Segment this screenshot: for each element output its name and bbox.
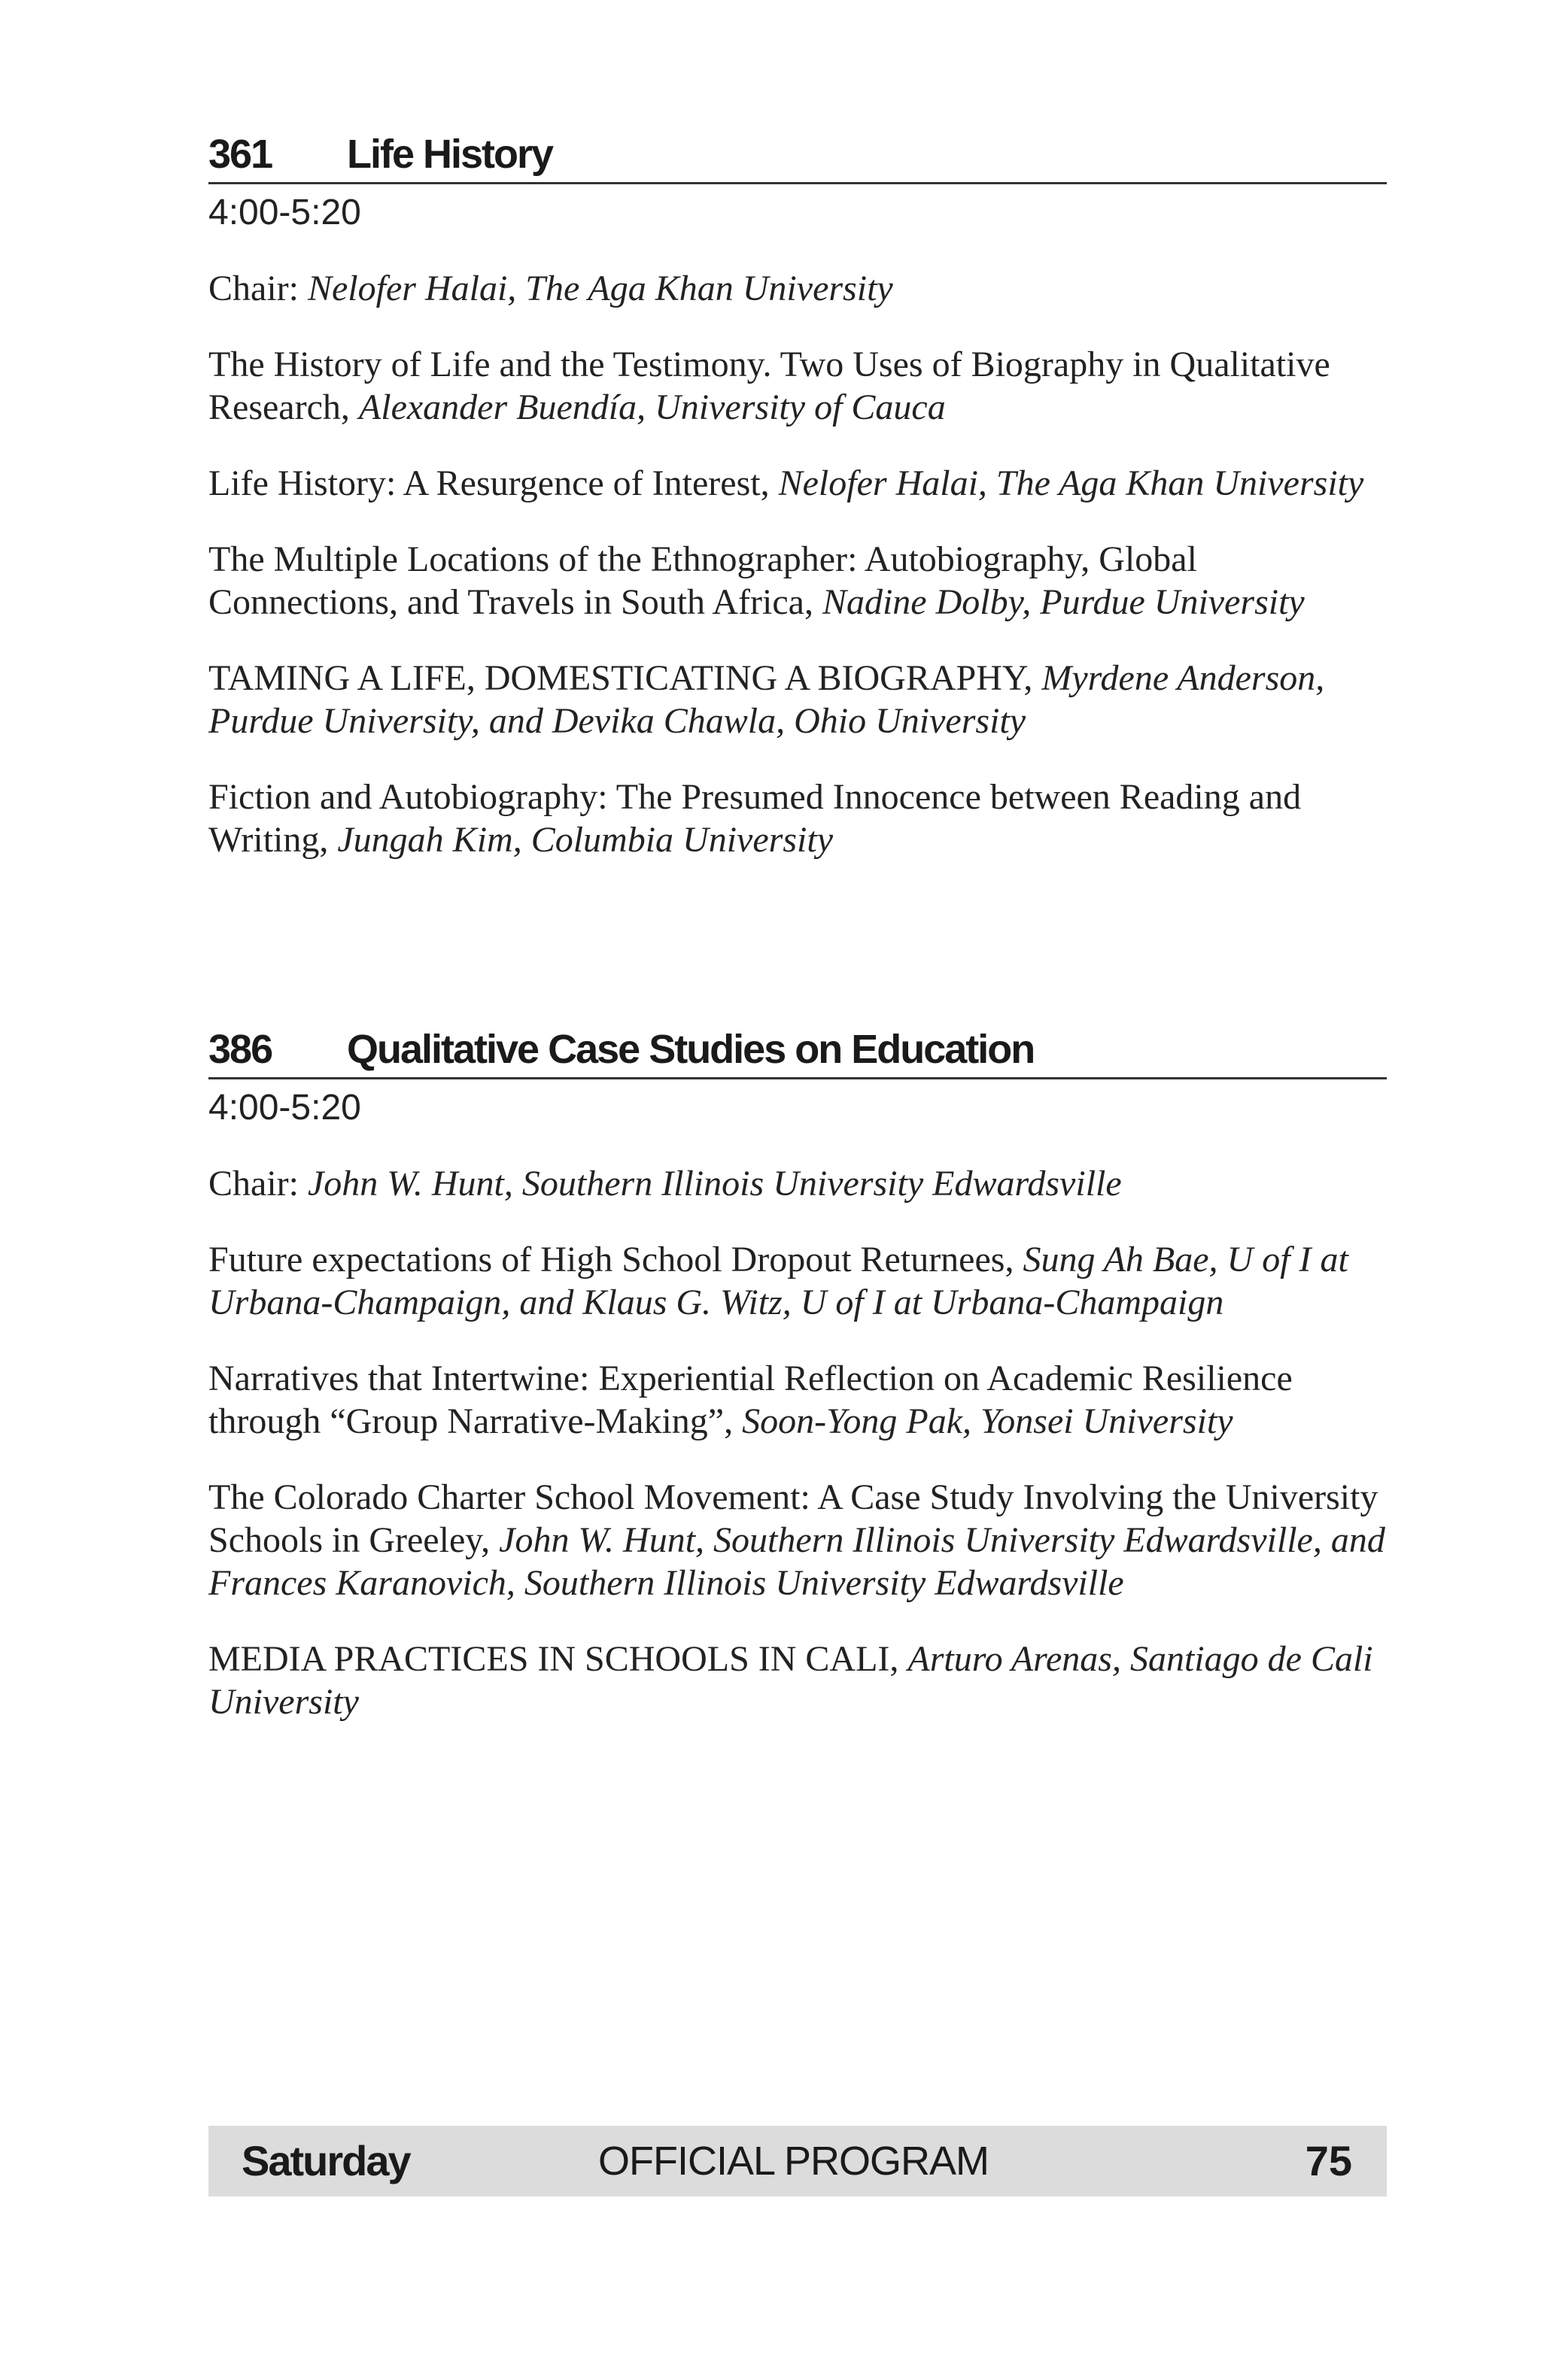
paper-entry [208,1238,1387,1324]
session-number: 361 [208,132,272,177]
paper-authors: Nadine Dolby, Purdue University [822,582,1305,622]
paper-authors: John W. Hunt, Southern Illinois University Edwardsville, and Frances Karanovich, Southern Illinois University Edwardsville [208,1520,1385,1603]
paper-entry [208,1476,1387,1604]
chair-label: Chair: [208,269,308,308]
paper-authors: Myrdene Anderson, Purdue University, and Devika Chawla, Ohio University [208,658,1325,741]
footer-program-title: OFFICIAL PROGRAM [598,2139,989,2184]
paper-title: TAMING A LIFE, DOMESTICATING A BIOGRAPHY, [208,658,1042,698]
session-chair [208,1162,1387,1205]
paper-entry [208,538,1387,624]
footer-day: Saturday [242,2137,410,2184]
paper-authors: Soon-Yong Pak, Yonsei University [742,1401,1233,1441]
page-number: 75 [1305,2137,1352,2184]
session-header [208,1023,1387,1079]
paper-title: The History of Life and the Testimony. Two Uses of Biography in Qualitative Research, [208,345,1330,427]
paper-authors: Arturo Arenas, Santiago de Cali University [208,1639,1373,1722]
session-chair [208,267,1387,310]
paper-title: Fiction and Autobiography: The Presumed Innocence between Reading and Writing, [208,777,1302,860]
paper-title: The Multiple Locations of the Ethnographer: Autobiography, Global Connections, and Travels in South Africa, [208,539,1197,622]
paper-entry [208,657,1387,742]
paper-authors: Nelofer Halai, The Aga Khan University [778,463,1364,503]
paper-title: Life History: A Resurgence of Interest, [208,463,779,503]
session-time: 4:00-5:20 [208,1088,361,1128]
paper-entry [208,1357,1387,1443]
session-header [208,128,1387,184]
paper-title: MEDIA PRACTICES IN SCHOOLS IN CALI, [208,1639,908,1679]
paper-entry [208,343,1387,429]
paper-title: Narratives that Intertwine: Experiential Reflection on Academic Resilience through “Group Narrative-Making”, [208,1358,1293,1441]
session-386 [208,1023,1387,1723]
session-title: Life History [347,132,553,177]
paper-entry [208,776,1387,861]
paper-entry [208,1638,1387,1723]
paper-authors: Sung Ah Bae, U of I at Urbana-Champaign, and Klaus G. Witz, U of I at Urbana-Champaign [208,1240,1348,1322]
paper-authors: Jungah Kim, Columbia University [337,820,833,860]
paper-authors: Alexander Buendía, University of Cauca [358,387,946,427]
session-title: Qualitative Case Studies on Education [347,1027,1035,1072]
session-time: 4:00-5:20 [208,193,361,232]
chair-name: John W. Hunt, Southern Illinois University Edwardsville [307,1164,1122,1204]
page-footer [208,2126,1387,2196]
chair-label: Chair: [208,1164,308,1204]
paper-entry [208,462,1387,505]
session-number: 386 [208,1027,272,1072]
chair-name: Nelofer Halai, The Aga Khan University [307,269,893,308]
paper-title: Future expectations of High School Dropout Returnees, [208,1240,1023,1280]
session-361 [208,128,1387,861]
paper-title: The Colorado Charter School Movement: A Case Study Involving the University Schools in Greeley, [208,1477,1378,1560]
